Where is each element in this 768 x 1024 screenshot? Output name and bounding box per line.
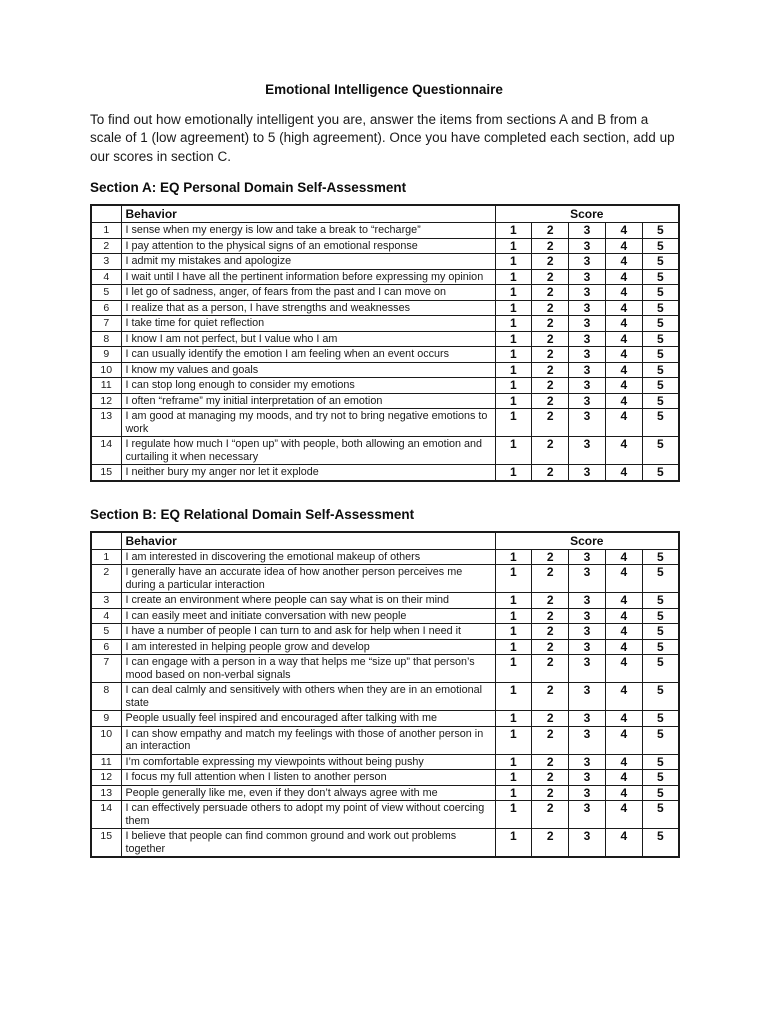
row-number: 8 xyxy=(91,683,121,711)
row-number: 7 xyxy=(91,655,121,683)
score-option-4[interactable]: 4 xyxy=(605,711,642,727)
score-option-5[interactable]: 5 xyxy=(642,770,679,786)
table-row xyxy=(91,549,679,565)
score-option-5[interactable]: 5 xyxy=(642,465,679,481)
score-option-1[interactable]: 1 xyxy=(495,238,532,254)
behavior-column-header: Behavior xyxy=(121,532,495,550)
behavior-text: I can deal calmly and sensitively with others when they are in an emotional state xyxy=(121,683,495,711)
score-option-4[interactable]: 4 xyxy=(605,726,642,754)
score-option-3[interactable]: 3 xyxy=(569,300,606,316)
score-option-1[interactable]: 1 xyxy=(495,608,532,624)
score-option-5[interactable]: 5 xyxy=(642,300,679,316)
score-option-2[interactable]: 2 xyxy=(532,362,569,378)
row-number: 3 xyxy=(91,593,121,609)
score-option-4[interactable]: 4 xyxy=(605,593,642,609)
corner-cell xyxy=(91,205,121,223)
score-option-5[interactable]: 5 xyxy=(642,683,679,711)
row-number: 14 xyxy=(91,437,121,465)
score-option-5[interactable]: 5 xyxy=(642,238,679,254)
score-option-1[interactable]: 1 xyxy=(495,683,532,711)
table-row xyxy=(91,465,679,481)
row-number: 2 xyxy=(91,238,121,254)
score-option-4[interactable]: 4 xyxy=(605,785,642,801)
score-option-5[interactable]: 5 xyxy=(642,829,679,858)
table-row xyxy=(91,711,679,727)
score-option-1[interactable]: 1 xyxy=(495,624,532,640)
score-option-1[interactable]: 1 xyxy=(495,269,532,285)
row-number: 4 xyxy=(91,608,121,624)
score-option-5[interactable]: 5 xyxy=(642,437,679,465)
score-option-5[interactable]: 5 xyxy=(642,285,679,301)
table-row xyxy=(91,285,679,301)
score-option-5[interactable]: 5 xyxy=(642,362,679,378)
row-number: 13 xyxy=(91,409,121,437)
behavior-text: I take time for quiet reflection xyxy=(121,316,495,332)
score-option-4[interactable]: 4 xyxy=(605,254,642,270)
section-a-rows xyxy=(91,223,679,481)
table-header-row xyxy=(91,205,679,223)
score-option-5[interactable]: 5 xyxy=(642,639,679,655)
score-option-3[interactable]: 3 xyxy=(569,608,606,624)
score-option-4[interactable]: 4 xyxy=(605,409,642,437)
score-column-header: Score xyxy=(495,532,679,550)
score-option-3[interactable]: 3 xyxy=(569,754,606,770)
table-row xyxy=(91,393,679,409)
score-option-5[interactable]: 5 xyxy=(642,754,679,770)
score-option-4[interactable]: 4 xyxy=(605,624,642,640)
score-option-1[interactable]: 1 xyxy=(495,549,532,565)
table-row xyxy=(91,254,679,270)
table-header-row xyxy=(91,532,679,550)
table-row xyxy=(91,238,679,254)
score-option-4[interactable]: 4 xyxy=(605,378,642,394)
section-a-heading: Section A: EQ Personal Domain Self-Assessment xyxy=(90,180,407,196)
score-option-1[interactable]: 1 xyxy=(495,726,532,754)
score-option-2[interactable]: 2 xyxy=(532,316,569,332)
score-option-5[interactable]: 5 xyxy=(642,801,679,829)
row-number: 13 xyxy=(91,785,121,801)
behavior-text: I focus my full attention when I listen to another person xyxy=(121,770,495,786)
table-row xyxy=(91,785,679,801)
table-row xyxy=(91,683,679,711)
score-option-5[interactable]: 5 xyxy=(642,254,679,270)
behavior-text: I have a number of people I can turn to and ask for help when I need it xyxy=(121,624,495,640)
score-option-4[interactable]: 4 xyxy=(605,801,642,829)
score-option-2[interactable]: 2 xyxy=(532,608,569,624)
behavior-text: I can easily meet and initiate conversation with new people xyxy=(121,608,495,624)
score-option-1[interactable]: 1 xyxy=(495,300,532,316)
score-option-2[interactable]: 2 xyxy=(532,624,569,640)
score-option-1[interactable]: 1 xyxy=(495,801,532,829)
row-number: 3 xyxy=(91,254,121,270)
section-b-table xyxy=(90,531,680,859)
score-option-2[interactable]: 2 xyxy=(532,347,569,363)
score-option-5[interactable]: 5 xyxy=(642,549,679,565)
score-option-5[interactable]: 5 xyxy=(642,269,679,285)
section-a xyxy=(90,180,678,482)
score-option-2[interactable]: 2 xyxy=(532,254,569,270)
score-option-4[interactable]: 4 xyxy=(605,223,642,239)
behavior-text: I’m comfortable expressing my viewpoints without being pushy xyxy=(121,754,495,770)
score-option-3[interactable]: 3 xyxy=(569,770,606,786)
row-number: 11 xyxy=(91,754,121,770)
row-number: 5 xyxy=(91,285,121,301)
row-number: 1 xyxy=(91,223,121,239)
score-option-2[interactable]: 2 xyxy=(532,269,569,285)
table-row xyxy=(91,347,679,363)
row-number: 12 xyxy=(91,393,121,409)
score-option-3[interactable]: 3 xyxy=(569,565,606,593)
score-option-1[interactable]: 1 xyxy=(495,362,532,378)
score-option-3[interactable]: 3 xyxy=(569,409,606,437)
score-option-1[interactable]: 1 xyxy=(495,393,532,409)
score-option-3[interactable]: 3 xyxy=(569,785,606,801)
row-number: 9 xyxy=(91,711,121,727)
score-option-2[interactable]: 2 xyxy=(532,639,569,655)
score-option-4[interactable]: 4 xyxy=(605,770,642,786)
score-option-1[interactable]: 1 xyxy=(495,655,532,683)
behavior-text: People usually feel inspired and encouraged after talking with me xyxy=(121,711,495,727)
section-b xyxy=(90,507,678,859)
score-option-1[interactable]: 1 xyxy=(495,347,532,363)
score-option-2[interactable]: 2 xyxy=(532,829,569,858)
score-option-3[interactable]: 3 xyxy=(569,437,606,465)
table-row xyxy=(91,655,679,683)
score-option-5[interactable]: 5 xyxy=(642,726,679,754)
behavior-text: I am interested in helping people grow and develop xyxy=(121,639,495,655)
table-row xyxy=(91,829,679,858)
score-option-1[interactable]: 1 xyxy=(495,770,532,786)
score-option-4[interactable]: 4 xyxy=(605,639,642,655)
behavior-text: I create an environment where people can say what is on their mind xyxy=(121,593,495,609)
score-option-5[interactable]: 5 xyxy=(642,565,679,593)
score-option-1[interactable]: 1 xyxy=(495,316,532,332)
behavior-text: I am good at managing my moods, and try not to bring negative emotions to work xyxy=(121,409,495,437)
score-option-2[interactable]: 2 xyxy=(532,754,569,770)
score-option-3[interactable]: 3 xyxy=(569,639,606,655)
score-option-3[interactable]: 3 xyxy=(569,362,606,378)
score-option-1[interactable]: 1 xyxy=(495,254,532,270)
score-option-1[interactable]: 1 xyxy=(495,409,532,437)
table-row xyxy=(91,726,679,754)
score-option-5[interactable]: 5 xyxy=(642,347,679,363)
table-row xyxy=(91,378,679,394)
row-number: 6 xyxy=(91,639,121,655)
score-option-4[interactable]: 4 xyxy=(605,269,642,285)
score-option-2[interactable]: 2 xyxy=(532,726,569,754)
table-row xyxy=(91,801,679,829)
table-row xyxy=(91,639,679,655)
score-option-2[interactable]: 2 xyxy=(532,465,569,481)
score-option-2[interactable]: 2 xyxy=(532,223,569,239)
score-option-5[interactable]: 5 xyxy=(642,331,679,347)
score-option-2[interactable]: 2 xyxy=(532,409,569,437)
behavior-text: I can usually identify the emotion I am feeling when an event occurs xyxy=(121,347,495,363)
score-option-5[interactable]: 5 xyxy=(642,593,679,609)
behavior-text: I know I am not perfect, but I value who I am xyxy=(121,331,495,347)
score-option-2[interactable]: 2 xyxy=(532,285,569,301)
table-row xyxy=(91,223,679,239)
score-option-4[interactable]: 4 xyxy=(605,393,642,409)
row-number: 12 xyxy=(91,770,121,786)
score-option-3[interactable]: 3 xyxy=(569,829,606,858)
score-option-3[interactable]: 3 xyxy=(569,238,606,254)
score-option-4[interactable]: 4 xyxy=(605,300,642,316)
row-number: 1 xyxy=(91,549,121,565)
table-row xyxy=(91,608,679,624)
score-option-2[interactable]: 2 xyxy=(532,437,569,465)
section-b-rows xyxy=(91,549,679,857)
score-option-2[interactable]: 2 xyxy=(532,393,569,409)
score-option-5[interactable]: 5 xyxy=(642,378,679,394)
score-option-4[interactable]: 4 xyxy=(605,437,642,465)
behavior-text: I realize that as a person, I have strengths and weaknesses xyxy=(121,300,495,316)
score-option-3[interactable]: 3 xyxy=(569,331,606,347)
score-option-5[interactable]: 5 xyxy=(642,608,679,624)
score-option-4[interactable]: 4 xyxy=(605,829,642,858)
score-option-4[interactable]: 4 xyxy=(605,655,642,683)
score-option-1[interactable]: 1 xyxy=(495,285,532,301)
score-option-3[interactable]: 3 xyxy=(569,465,606,481)
score-option-3[interactable]: 3 xyxy=(569,254,606,270)
score-option-2[interactable]: 2 xyxy=(532,378,569,394)
score-option-2[interactable]: 2 xyxy=(532,593,569,609)
score-option-1[interactable]: 1 xyxy=(495,639,532,655)
page-title: Emotional Intelligence Questionnaire xyxy=(265,82,503,97)
score-option-1[interactable]: 1 xyxy=(495,331,532,347)
score-option-4[interactable]: 4 xyxy=(605,608,642,624)
behavior-text: I am interested in discovering the emotional makeup of others xyxy=(121,549,495,565)
score-option-4[interactable]: 4 xyxy=(605,465,642,481)
table-row xyxy=(91,754,679,770)
score-option-4[interactable]: 4 xyxy=(605,238,642,254)
score-option-2[interactable]: 2 xyxy=(532,683,569,711)
score-option-4[interactable]: 4 xyxy=(605,565,642,593)
score-option-4[interactable]: 4 xyxy=(605,549,642,565)
score-option-2[interactable]: 2 xyxy=(532,711,569,727)
behavior-text: I neither bury my anger nor let it explode xyxy=(121,465,495,481)
corner-cell xyxy=(91,532,121,550)
table-row xyxy=(91,593,679,609)
row-number: 15 xyxy=(91,465,121,481)
section-a-table xyxy=(90,204,680,482)
score-option-3[interactable]: 3 xyxy=(569,316,606,332)
row-number: 14 xyxy=(91,801,121,829)
score-option-4[interactable]: 4 xyxy=(605,347,642,363)
table-row xyxy=(91,565,679,593)
score-option-5[interactable]: 5 xyxy=(642,409,679,437)
behavior-text: I believe that people can find common ground and work out problems together xyxy=(121,829,495,858)
score-option-3[interactable]: 3 xyxy=(569,378,606,394)
behavior-text: I sense when my energy is low and take a break to “recharge” xyxy=(121,223,495,239)
table-row xyxy=(91,362,679,378)
row-number: 5 xyxy=(91,624,121,640)
row-number: 10 xyxy=(91,362,121,378)
score-option-4[interactable]: 4 xyxy=(605,285,642,301)
row-number: 6 xyxy=(91,300,121,316)
score-option-3[interactable]: 3 xyxy=(569,593,606,609)
score-option-3[interactable]: 3 xyxy=(569,711,606,727)
table-row xyxy=(91,409,679,437)
score-option-1[interactable]: 1 xyxy=(495,711,532,727)
behavior-text: I regulate how much I “open up” with people, both allowing an emotion and curtailing it when necessary xyxy=(121,437,495,465)
score-option-1[interactable]: 1 xyxy=(495,223,532,239)
row-number: 9 xyxy=(91,347,121,363)
score-option-1[interactable]: 1 xyxy=(495,593,532,609)
row-number: 7 xyxy=(91,316,121,332)
score-option-3[interactable]: 3 xyxy=(569,347,606,363)
table-row xyxy=(91,316,679,332)
score-option-2[interactable]: 2 xyxy=(532,300,569,316)
table-row xyxy=(91,331,679,347)
row-number: 11 xyxy=(91,378,121,394)
score-option-3[interactable]: 3 xyxy=(569,223,606,239)
score-option-2[interactable]: 2 xyxy=(532,655,569,683)
table-row xyxy=(91,300,679,316)
score-option-5[interactable]: 5 xyxy=(642,393,679,409)
row-number: 10 xyxy=(91,726,121,754)
score-option-4[interactable]: 4 xyxy=(605,683,642,711)
score-option-2[interactable]: 2 xyxy=(532,549,569,565)
table-row xyxy=(91,624,679,640)
score-option-1[interactable]: 1 xyxy=(495,465,532,481)
behavior-text: I pay attention to the physical signs of an emotional response xyxy=(121,238,495,254)
score-option-2[interactable]: 2 xyxy=(532,238,569,254)
section-b-heading: Section B: EQ Relational Domain Self-Assessment xyxy=(90,506,415,522)
score-option-3[interactable]: 3 xyxy=(569,393,606,409)
score-option-4[interactable]: 4 xyxy=(605,362,642,378)
score-option-5[interactable]: 5 xyxy=(642,624,679,640)
score-option-3[interactable]: 3 xyxy=(569,269,606,285)
score-option-1[interactable]: 1 xyxy=(495,437,532,465)
score-option-5[interactable]: 5 xyxy=(642,316,679,332)
behavior-text: I generally have an accurate idea of how another person perceives me during a particular interaction xyxy=(121,565,495,593)
score-option-3[interactable]: 3 xyxy=(569,285,606,301)
score-option-2[interactable]: 2 xyxy=(532,770,569,786)
table-row xyxy=(91,269,679,285)
behavior-text: I often “reframe” my initial interpretation of an emotion xyxy=(121,393,495,409)
score-option-2[interactable]: 2 xyxy=(532,785,569,801)
row-number: 15 xyxy=(91,829,121,858)
score-option-1[interactable]: 1 xyxy=(495,565,532,593)
score-option-2[interactable]: 2 xyxy=(532,565,569,593)
score-option-3[interactable]: 3 xyxy=(569,655,606,683)
score-column-header: Score xyxy=(495,205,679,223)
score-option-1[interactable]: 1 xyxy=(495,829,532,858)
score-option-1[interactable]: 1 xyxy=(495,785,532,801)
score-option-5[interactable]: 5 xyxy=(642,655,679,683)
row-number: 8 xyxy=(91,331,121,347)
score-option-3[interactable]: 3 xyxy=(569,726,606,754)
score-option-3[interactable]: 3 xyxy=(569,801,606,829)
score-option-3[interactable]: 3 xyxy=(569,624,606,640)
score-option-2[interactable]: 2 xyxy=(532,331,569,347)
behavior-text: I can stop long enough to consider my emotions xyxy=(121,378,495,394)
row-number: 2 xyxy=(91,565,121,593)
behavior-text: I can effectively persuade others to adopt my point of view without coercing them xyxy=(121,801,495,829)
score-option-4[interactable]: 4 xyxy=(605,316,642,332)
behavior-text: People generally like me, even if they don’t always agree with me xyxy=(121,785,495,801)
intro-paragraph: To find out how emotionally intelligent you are, answer the items from sections A and B from a scale of 1 (low agreement) to 5 (high agreement). Once you have completed each section, add up our scores in section C. xyxy=(90,112,675,164)
behavior-text: I can show empathy and match my feelings with those of another person in an interaction xyxy=(121,726,495,754)
score-option-1[interactable]: 1 xyxy=(495,754,532,770)
behavior-text: I can engage with a person in a way that helps me “size up” that person’s mood based on non-verbal signals xyxy=(121,655,495,683)
behavior-text: I know my values and goals xyxy=(121,362,495,378)
behavior-text: I admit my mistakes and apologize xyxy=(121,254,495,270)
behavior-text: I wait until I have all the pertinent information before expressing my opinion xyxy=(121,269,495,285)
row-number: 4 xyxy=(91,269,121,285)
score-option-4[interactable]: 4 xyxy=(605,331,642,347)
score-option-5[interactable]: 5 xyxy=(642,711,679,727)
score-option-5[interactable]: 5 xyxy=(642,223,679,239)
score-option-2[interactable]: 2 xyxy=(532,801,569,829)
score-option-4[interactable]: 4 xyxy=(605,754,642,770)
behavior-text: I let go of sadness, anger, of fears from the past and I can move on xyxy=(121,285,495,301)
score-option-3[interactable]: 3 xyxy=(569,549,606,565)
behavior-column-header: Behavior xyxy=(121,205,495,223)
score-option-1[interactable]: 1 xyxy=(495,378,532,394)
score-option-3[interactable]: 3 xyxy=(569,683,606,711)
table-row xyxy=(91,770,679,786)
table-row xyxy=(91,437,679,465)
score-option-5[interactable]: 5 xyxy=(642,785,679,801)
